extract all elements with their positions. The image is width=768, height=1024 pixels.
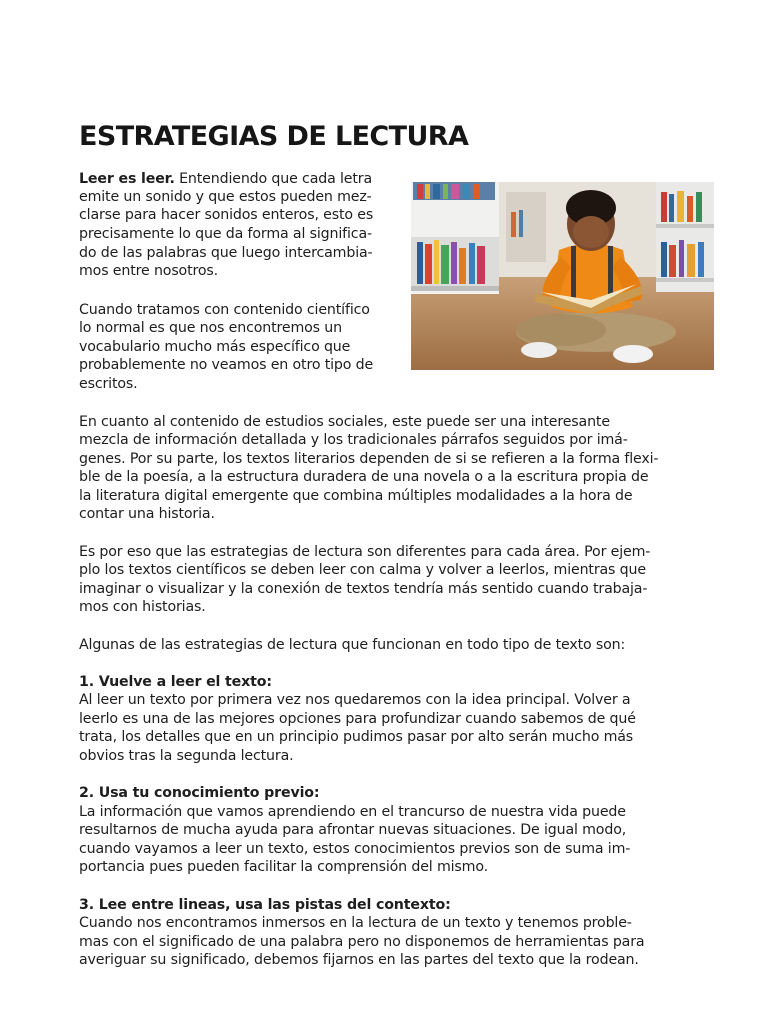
section-2-line: portancia pues pueden facilitar la comprensión del mismo. [79, 859, 488, 875]
section-3-line: mas con el significado de una palabra pero no disponemos de herramientas para [79, 934, 645, 950]
p2-line: probablemente no veamos en otro tipo de [79, 357, 374, 373]
intro-line: precisamente lo que da forma al significa- [79, 226, 372, 242]
section-2-heading: 2. Usa tu conocimiento previo: [79, 785, 320, 801]
child-reading-book-photo [411, 182, 714, 370]
section-1-line: Al leer un texto por primera vez nos quedaremos con la idea principal. Volver a [79, 692, 631, 708]
intro-lead-rest: Entendiendo que cada letra [174, 171, 373, 187]
intro-line: mos entre nosotros. [79, 263, 219, 279]
section-3-heading: 3. Lee entre lineas, usa las pistas del contexto: [79, 897, 451, 913]
intro-line-1 [79, 170, 372, 188]
p2-line: Cuando tratamos con contenido científico [79, 302, 370, 318]
p3-line: genes. Por su parte, los textos literarios dependen de si se refieren a la forma flexi- [79, 451, 659, 467]
section-3-line: Cuando nos encontramos inmersos en la lectura de un texto y tenemos proble- [79, 915, 632, 931]
p4-line: plo los textos científicos se deben leer con calma y volver a leerlos, mientras que [79, 562, 646, 578]
p2-line: escritos. [79, 376, 138, 392]
p4-line: mos con historias. [79, 599, 206, 615]
section-1-line: trata, los detalles que en un principio pudimos pasar por alto serán mucho más [79, 729, 634, 745]
p3-line: En cuanto al contenido de estudios sociales, este puede ser una interesante [79, 414, 610, 430]
intro-line: do de las palabras que luego intercambia- [79, 245, 373, 261]
p2-line: lo normal es que nos encontremos un [79, 320, 342, 336]
photo-illustration [411, 182, 714, 370]
intro-lead: Leer es leer. [79, 171, 175, 187]
p3-line: mezcla de información detallada y los tradicionales párrafos seguidos por imá- [79, 432, 628, 448]
intro-line: emite un sonido y que estos pueden mez- [79, 189, 372, 205]
section-1-line: obvios tras la segunda lectura. [79, 748, 294, 764]
p2-line: vocabulario mucho más específico que [79, 339, 351, 355]
p3-line: ble de la poesía, a la estructura duradera de una novela o a la escritura propia de [79, 469, 649, 485]
p5-line: Algunas de las estrategias de lectura que funcionan en todo tipo de texto son: [79, 637, 626, 653]
p3-line: la literatura digital emergente que combina múltiples modalidades a la hora de [79, 488, 633, 504]
section-1-heading: 1. Vuelve a leer el texto: [79, 674, 272, 690]
p3-line: contar una historia. [79, 506, 215, 522]
section-2-line: cuando vayamos a leer un texto, estos conocimientos previos son de suma im- [79, 841, 631, 857]
section-1-line: leerlo es una de las mejores opciones para profundizar cuando sabemos de qué [79, 711, 636, 727]
page-title: ESTRATEGIAS DE LECTURA [79, 121, 469, 152]
section-2-line: resultarnos de mucha ayuda para afrontar nuevas situaciones. De igual modo, [79, 822, 627, 838]
p4-line: Es por eso que las estrategias de lectura son diferentes para cada área. Por ejem- [79, 544, 651, 560]
p4-line: imaginar o visualizar y la conexión de textos tendría más sentido cuando trabaja- [79, 581, 648, 597]
intro-line: clarse para hacer sonidos enteros, esto es [79, 207, 374, 223]
section-2-line: La información que vamos aprendiendo en el trancurso de nuestra vida puede [79, 804, 626, 820]
section-3-line: averiguar su significado, debemos fijarnos en las partes del texto que la rodean. [79, 952, 639, 968]
